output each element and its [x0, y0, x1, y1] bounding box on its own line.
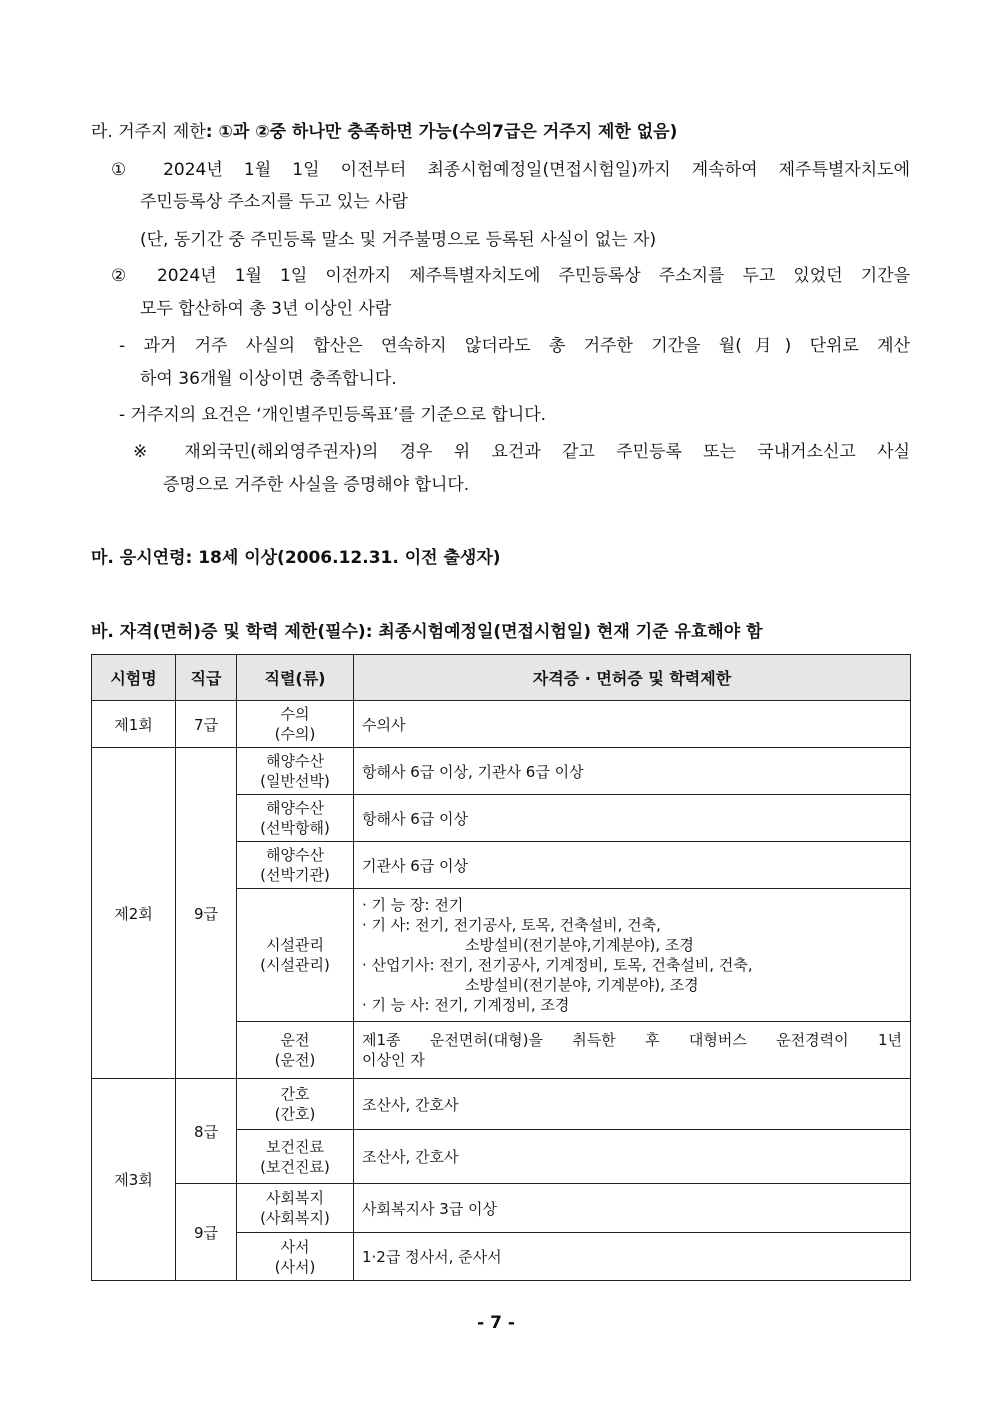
exam-cell: 제1회	[92, 701, 176, 748]
table-row	[92, 701, 911, 748]
page-number: - 7 -	[477, 1313, 515, 1333]
series-cell: 해양수산 (선박항해)	[237, 795, 354, 842]
qualification-cell: 제1종 운전면허(대형)을 취득한 후 대형버스 운전경력이 1년 이상인 자	[354, 1022, 911, 1079]
section-ma-heading: 마. 응시연령: 18세 이상(2006.12.31. 이전 출생자)	[91, 548, 501, 568]
qualification-cell: 항해사 6급 이상, 기관사 6급 이상	[354, 748, 911, 795]
section-la-condition: : ①과 ②중 하나만 충족하면 가능(수의7급은 거주지 제한 없음)	[205, 122, 678, 142]
note-line2: 증명으로 거주한 사실을 증명해야 합니다.	[163, 475, 470, 495]
series-cell: 사서 (사서)	[237, 1233, 354, 1281]
qualification-cell: · 기 능 장: 전기 · 기 사: 전기, 전기공사, 토목, 건축설비, 건축, 소방설비(전기분야,기계분야), 조경 · 산업기사: 전기, 전기공사, 기계정비, 토목, 건축설비, 건축, 소방설비(전기분야, 기계분야), 조경 · 기 능 사: 전기, 기계정비, 조경	[354, 889, 911, 1022]
series-cell: 운전 (운전)	[237, 1022, 354, 1079]
item1-line1: ① 2024년 1월 1일 이전부터 최종시험예정일(면접시험일)까지 계속하여 제주특별자치도에	[111, 160, 910, 180]
series-cell: 사회복지 (사회복지)	[237, 1184, 354, 1233]
series-cell: 수의 (수의)	[237, 701, 354, 748]
table-header-row	[92, 655, 911, 701]
item1-line2: 주민등록상 주소지를 두고 있는 사람	[140, 192, 408, 212]
table-row	[92, 1079, 911, 1130]
exam-cell: 제2회	[92, 748, 176, 1079]
qualification-cell: 조산사, 간호사	[354, 1079, 911, 1130]
header-grade: 직급	[176, 655, 237, 701]
section-la-heading	[91, 121, 677, 143]
qualification-cell: 항해사 6급 이상	[354, 795, 911, 842]
dash1-line1: - 과거 거주 사실의 합산은 연속하지 않더라도 총 거주한 기간을 월(月) 단위로 계산	[119, 336, 910, 356]
note-line1: ※ 재외국민(해외영주권자)의 경우 위 요건과 같고 주민등록 또는 국내거소신고 사실	[133, 442, 910, 462]
qualification-cell: 조산사, 간호사	[354, 1130, 911, 1184]
section-ba-heading: 바. 자격(면허)증 및 학력 제한(필수): 최종시험예정일(면접시험일) 현재 기준 유효해야 함	[91, 622, 763, 642]
qualification-table	[91, 654, 911, 1281]
qualification-cell: 기관사 6급 이상	[354, 842, 911, 889]
qualification-cell: 1·2급 정사서, 준사서	[354, 1233, 911, 1281]
grade-cell: 7급	[176, 701, 237, 748]
qualification-cell: 수의사	[354, 701, 911, 748]
table-row	[92, 748, 911, 795]
section-la-label: 라. 거주지 제한	[91, 122, 206, 142]
table-row	[92, 1184, 911, 1233]
series-cell: 해양수산 (선박기관)	[237, 842, 354, 889]
header-qualification: 자격증 · 면허증 및 학력제한	[354, 655, 911, 701]
item1-line3: (단, 동기간 중 주민등록 말소 및 거주불명으로 등록된 사실이 없는 자)	[140, 230, 657, 250]
series-cell: 보건진료 (보건진료)	[237, 1130, 354, 1184]
series-cell: 간호 (간호)	[237, 1079, 354, 1130]
qualification-cell: 사회복지사 3급 이상	[354, 1184, 911, 1233]
exam-cell: 제3회	[92, 1079, 176, 1281]
dash1-line2: 하여 36개월 이상이면 충족합니다.	[140, 369, 397, 389]
dash2: - 거주지의 요건은 ‘개인별주민등록표’를 기준으로 합니다.	[119, 405, 547, 425]
series-cell: 해양수산 (일반선박)	[237, 748, 354, 795]
header-exam: 시험명	[92, 655, 176, 701]
item2-line2: 모두 합산하여 총 3년 이상인 사람	[140, 299, 392, 319]
grade-cell: 9급	[176, 748, 237, 1079]
series-cell: 시설관리 (시설관리)	[237, 889, 354, 1022]
header-series: 직렬(류)	[237, 655, 354, 701]
item2-line1: ② 2024년 1월 1일 이전까지 제주특별자치도에 주민등록상 주소지를 두고 있었던 기간을	[111, 266, 910, 286]
grade-cell: 8급	[176, 1079, 237, 1184]
grade-cell: 9급	[176, 1184, 237, 1281]
